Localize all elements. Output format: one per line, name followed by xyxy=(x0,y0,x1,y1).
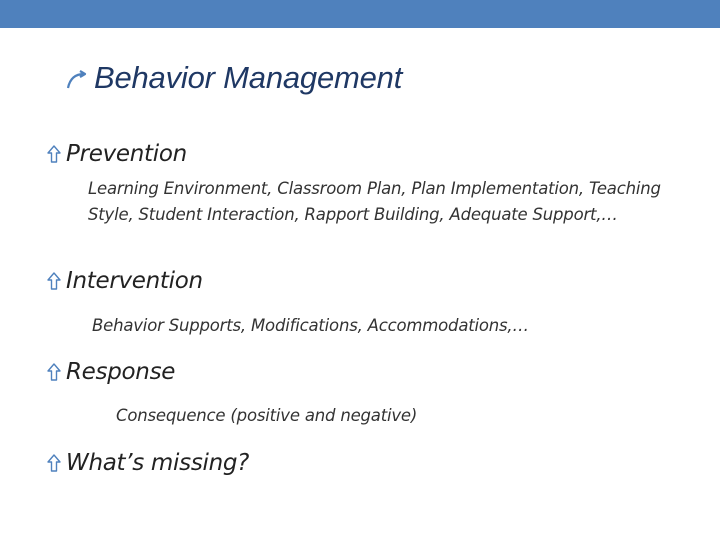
bullet-label: Prevention xyxy=(66,141,187,167)
bullet-response xyxy=(46,359,175,385)
bullet-detail: Learning Environment, Classroom Plan, Plan Implementation, Teaching Style, Student Interaction, Rapport Building, Adequate Support,… xyxy=(88,179,661,224)
up-arrow-outline-icon xyxy=(46,271,62,291)
top-accent-bar xyxy=(0,0,720,28)
bullet-label: Intervention xyxy=(66,268,203,294)
bullet-label: Response xyxy=(66,359,176,385)
bullet-label: What’s missing? xyxy=(66,450,250,476)
bullet-whats-missing xyxy=(46,450,249,476)
bullet-detail: Consequence (positive and negative) xyxy=(116,406,418,425)
bullet-prevention xyxy=(46,141,187,167)
up-arrow-outline-icon xyxy=(46,362,62,382)
curved-arrow-icon xyxy=(66,70,88,90)
up-arrow-outline-icon xyxy=(46,453,62,473)
slide-title-row xyxy=(66,60,402,96)
up-arrow-outline-icon xyxy=(46,144,62,164)
bullet-detail: Behavior Supports, Modifications, Accommodations,… xyxy=(92,316,529,335)
bullet-intervention xyxy=(46,268,203,294)
slide-title: Behavior Management xyxy=(94,60,403,95)
